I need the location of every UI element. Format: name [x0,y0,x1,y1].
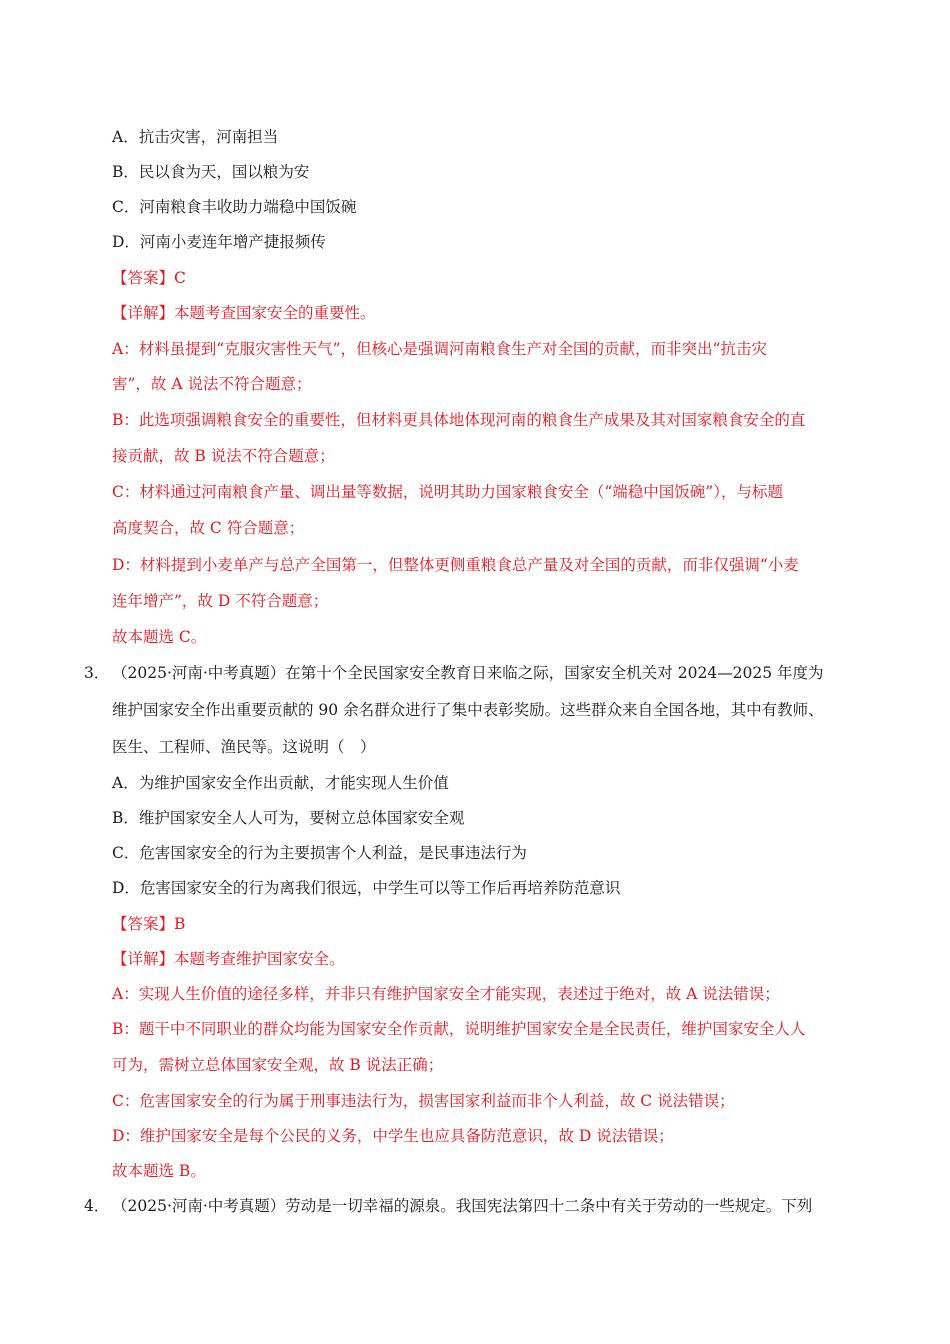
q2-answer: 【答案】C [112,269,186,287]
q3-number: 3． [84,664,110,682]
q2-explanation-line: A：材料虽提到“克服灾害性天气”，但核心是强调河南粮食生产对全国的贡献，而非突出“抗击灾 [112,340,767,358]
q3-detail-title: 【详解】本题考查维护国家安全。 [112,950,345,968]
q3-option-b: B．维护国家安全人人可为，要树立总体国家安全观 [112,809,465,827]
q2-option-c: C．河南粮食丰收助力端稳中国饭碗 [112,198,357,216]
q3-explanation-line: A：实现人生价值的途径多样，并非只有维护国家安全才能实现，表述过于绝对，故 A 说法错误； [112,985,780,1003]
q2-option-a: A．抗击灾害，河南担当 [112,128,279,146]
q3-stem-line: （2025·河南·中考真题）在第十个全民国家安全教育日来临之际，国家安全机关对 2024—2025 年度为 [112,664,824,682]
q2-explanation-line: 接贡献，故 B 说法不符合题意； [112,447,335,465]
q3-explanation-line: 可为，需树立总体国家安全观，故 B 说法正确； [112,1056,444,1074]
q3-option-c: C．危害国家安全的行为主要损害个人利益，是民事违法行为 [112,844,527,862]
q3-answer: 【答案】B [112,915,186,933]
q2-explanation-line: D：材料提到小麦单产与总产全国第一，但整体更侧重粮食总产量及对全国的贡献，而非仅强调“小麦 [112,556,799,574]
q3-stem-line: 维护国家安全作出重要贡献的 90 余名群众进行了集中表彰奖励。这些群众来自全国各地，其中有教师、 [112,701,824,719]
q4-stem-line: （2025·河南·中考真题）劳动是一切幸福的源泉。我国宪法第四十二条中有关于劳动的一些规定。下列 [112,1197,813,1215]
q3-option-d: D．危害国家安全的行为离我们很远，中学生可以等工作后再培养防范意识 [112,879,621,897]
q2-explanation-line: C：材料通过河南粮食产量、调出量等数据，说明其助力国家粮食安全（“端稳中国饭碗”），与标题 [112,483,783,501]
q4-number: 4． [84,1197,110,1215]
q2-explanation-line: B：此选项强调粮食安全的重要性，但材料更具体地体现河南的粮食生产成果及其对国家粮食安全的直 [112,411,806,429]
q3-explanation-line: B：题干中不同职业的群众均能为国家安全作贡献，说明维护国家安全是全民责任，维护国家安全人人 [112,1020,806,1038]
q2-explanation-line: 高度契合，故 C 符合题意； [112,519,305,537]
q3-explanation-line: D：维护国家安全是每个公民的义务，中学生也应具备防范意识，故 D 说法错误； [112,1127,674,1145]
q3-conclusion: 故本题选 B。 [112,1162,206,1180]
q3-option-a: A．为维护国家安全作出贡献，才能实现人生价值 [112,774,449,792]
q2-explanation-line: 害”，故 A 说法不符合题意； [112,375,312,393]
q3-stem-line: 医生、工程师、渔民等。这说明（ ） [112,738,376,756]
q3-explanation-line: C：危害国家安全的行为属于刑事违法行为，损害国家利益而非个人利益，故 C 说法错误； [112,1092,735,1110]
q2-detail-title: 【详解】本题考查国家安全的重要性。 [112,304,376,322]
q2-option-b: B．民以食为天，国以粮为安 [112,163,310,181]
q2-option-d: D．河南小麦连年增产捷报频传 [112,233,326,251]
q2-conclusion: 故本题选 C。 [112,628,207,646]
q2-explanation-line: 连年增产”，故 D 不符合题意； [112,592,329,610]
